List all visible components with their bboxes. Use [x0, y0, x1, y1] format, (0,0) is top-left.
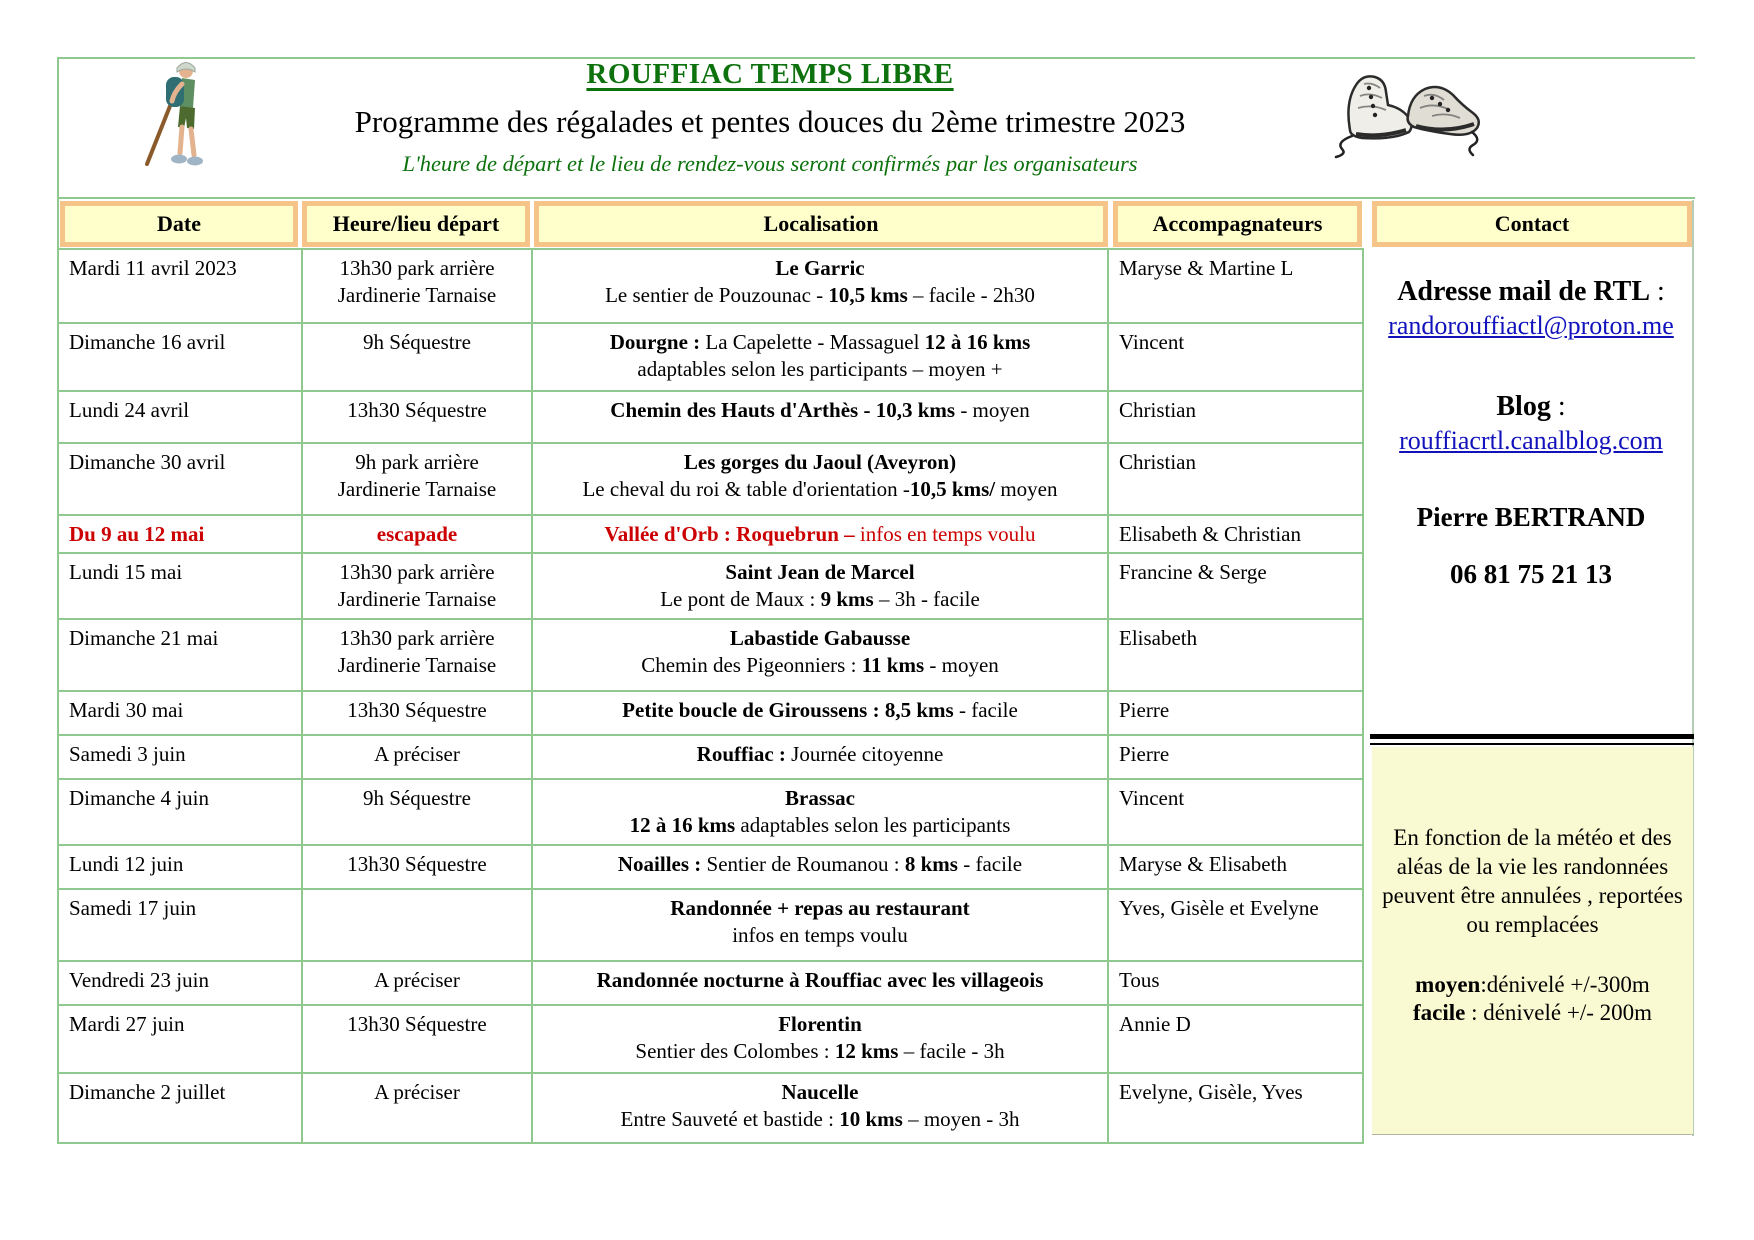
- schedule-table: [57, 248, 1364, 1144]
- table-row: [59, 846, 1362, 890]
- localisation-cell: Les gorges du Jaoul (Aveyron) Le cheval du roi & table d'orientation -10,5 kms/ moyen: [533, 444, 1109, 514]
- legend-facile: facile : dénivelé +/- 200m: [1412, 1000, 1653, 1025]
- accompagnateurs-cell: Vincent: [1119, 786, 1185, 810]
- column-header-localisation: Localisation: [534, 201, 1108, 247]
- mail-label: Adresse mail de RTL :: [1397, 276, 1665, 307]
- hiking-boots-icon: [1320, 50, 1495, 168]
- table-row: [59, 620, 1362, 692]
- page-subtitle: Programme des régalades et pentes douces du 2ème trimestre 2023: [354, 104, 1186, 139]
- depart-cell: [303, 890, 533, 960]
- blog-label: Blog :: [1496, 391, 1566, 422]
- date-cell: Lundi 12 juin: [59, 846, 303, 888]
- accompagnateurs-cell: Pierre: [1119, 742, 1170, 766]
- accompagnateurs-cell: Maryse & Elisabeth: [1119, 852, 1287, 876]
- date-cell: Vendredi 23 juin: [59, 962, 303, 1004]
- date-cell: Lundi 24 avril: [59, 392, 303, 442]
- accompagnateurs-cell: Elisabeth & Christian: [1119, 522, 1301, 546]
- contact-name: Pierre BERTRAND: [1416, 502, 1646, 532]
- depart-cell: A préciser: [303, 962, 533, 1004]
- contact-phone: 06 81 75 21 13: [1450, 559, 1612, 589]
- date-cell: Du 9 au 12 mai: [59, 516, 303, 552]
- date-cell: Dimanche 4 juin: [59, 780, 303, 844]
- depart-cell: 13h30 Séquestre: [303, 1006, 533, 1072]
- accompagnateurs-cell: Vincent: [1119, 330, 1185, 354]
- depart-cell: 13h30 Séquestre: [303, 692, 533, 734]
- date-cell: Mardi 30 mai: [59, 692, 303, 734]
- depart-cell: 13h30 Séquestre: [303, 846, 533, 888]
- localisation-cell: Florentin Sentier des Colombes : 12 kms – facile - 3h: [533, 1006, 1109, 1072]
- localisation-cell: Brassac 12 à 16 kms adaptables selon les participants: [533, 780, 1109, 844]
- accompagnateurs-cell: Christian: [1119, 450, 1196, 474]
- localisation-cell: Vallée d'Orb : Roquebrun – infos en temps voulu: [533, 516, 1109, 552]
- date-cell: Lundi 15 mai: [59, 554, 303, 618]
- page-note: L'heure de départ et le lieu de rendez-vous seront confirmés par les organisateurs: [402, 151, 1138, 176]
- date-cell: Mardi 27 juin: [59, 1006, 303, 1072]
- accompagnateurs-cell: Yves, Gisèle et Evelyne: [1119, 896, 1319, 920]
- table-row: [59, 250, 1362, 324]
- date-cell: Dimanche 16 avril: [59, 324, 303, 390]
- accompagnateurs-cell: Annie D: [1119, 1012, 1191, 1036]
- localisation-cell: Saint Jean de Marcel Le pont de Maux : 9 kms – 3h - facile: [533, 554, 1109, 618]
- date-cell: Samedi 17 juin: [59, 890, 303, 960]
- email-link[interactable]: randorouffiactl@proton.me: [1388, 311, 1674, 340]
- localisation-cell: Labastide Gabausse Chemin des Pigeonniers : 11 kms - moyen: [533, 620, 1109, 690]
- date-cell: Dimanche 21 mai: [59, 620, 303, 690]
- depart-cell: 9h Séquestre: [303, 324, 533, 390]
- accompagnateurs-cell: Tous: [1119, 968, 1160, 992]
- localisation-cell: Naucelle Entre Sauveté et bastide : 10 kms – moyen - 3h: [533, 1074, 1109, 1142]
- table-row: [59, 392, 1362, 444]
- legend-moyen: moyen:dénivelé +/-300m: [1415, 972, 1650, 997]
- depart-cell: 13h30 park arrière Jardinerie Tarnaise: [303, 620, 533, 690]
- column-header-accompagnateurs: Accompagnateurs: [1113, 201, 1362, 247]
- page-title: ROUFFIAC TEMPS LIBRE: [586, 58, 954, 90]
- date-cell: Samedi 3 juin: [59, 736, 303, 778]
- depart-cell: 9h park arrière Jardinerie Tarnaise: [303, 444, 533, 514]
- weather-note-box: [1372, 747, 1693, 1135]
- table-row: [59, 516, 1362, 554]
- double-line-divider: [1370, 734, 1694, 745]
- accompagnateurs-cell: Francine & Serge: [1119, 560, 1267, 584]
- header-titles: [230, 58, 1310, 177]
- depart-cell: A préciser: [303, 1074, 533, 1142]
- localisation-cell: Chemin des Hauts d'Arthès - 10,3 kms - moyen: [533, 392, 1109, 442]
- table-row: [59, 324, 1362, 392]
- localisation-cell: Randonnée + repas au restaurant infos en temps voulu: [533, 890, 1109, 960]
- table-row: [59, 692, 1362, 736]
- table-row: [59, 962, 1362, 1006]
- table-row: [59, 890, 1362, 962]
- accompagnateurs-cell: Evelyne, Gisèle, Yves: [1119, 1080, 1303, 1104]
- contact-panel: [1372, 248, 1690, 590]
- depart-cell: 13h30 Séquestre: [303, 392, 533, 442]
- table-row: [59, 1074, 1362, 1142]
- date-cell: Dimanche 30 avril: [59, 444, 303, 514]
- column-header-contact: Contact: [1372, 201, 1692, 247]
- table-row: [59, 736, 1362, 780]
- accompagnateurs-cell: Elisabeth: [1119, 626, 1198, 650]
- localisation-cell: Randonnée nocturne à Rouffiac avec les villageois: [533, 962, 1109, 1004]
- depart-cell: 13h30 park arrière Jardinerie Tarnaise: [303, 554, 533, 618]
- depart-cell: 13h30 park arrière Jardinerie Tarnaise: [303, 250, 533, 322]
- accompagnateurs-cell: Pierre: [1119, 698, 1170, 722]
- blog-link[interactable]: rouffiacrtl.canalblog.com: [1399, 426, 1663, 455]
- localisation-cell: Petite boucle de Giroussens : 8,5 kms - facile: [533, 692, 1109, 734]
- table-row: [59, 1006, 1362, 1074]
- accompagnateurs-cell: Christian: [1119, 398, 1196, 422]
- depart-cell: A préciser: [303, 736, 533, 778]
- localisation-cell: Rouffiac : Journée citoyenne: [533, 736, 1109, 778]
- depart-cell: 9h Séquestre: [303, 780, 533, 844]
- column-header-date: Date: [60, 201, 298, 247]
- table-row: [59, 554, 1362, 620]
- hiker-icon: [135, 58, 221, 176]
- localisation-cell: Dourgne : La Capelette - Massaguel 12 à 16 kms adaptables selon les participants – moyen +: [533, 324, 1109, 390]
- date-cell: Mardi 11 avril 2023: [59, 250, 303, 322]
- localisation-cell: Le Garric Le sentier de Pouzounac - 10,5 kms – facile - 2h30: [533, 250, 1109, 322]
- weather-note: En fonction de la météo et des aléas de la vie les randonnées peuvent être annulées , reportées ou remplacées: [1382, 825, 1683, 937]
- date-cell: Dimanche 2 juillet: [59, 1074, 303, 1142]
- localisation-cell: Noailles : Sentier de Roumanou : 8 kms - facile: [533, 846, 1109, 888]
- column-header-heure: Heure/lieu départ: [302, 201, 530, 247]
- table-row: [59, 780, 1362, 846]
- accompagnateurs-cell: Maryse & Martine L: [1119, 256, 1294, 280]
- header-divider: [57, 197, 1695, 199]
- table-row: [59, 444, 1362, 516]
- depart-cell: escapade: [303, 516, 533, 552]
